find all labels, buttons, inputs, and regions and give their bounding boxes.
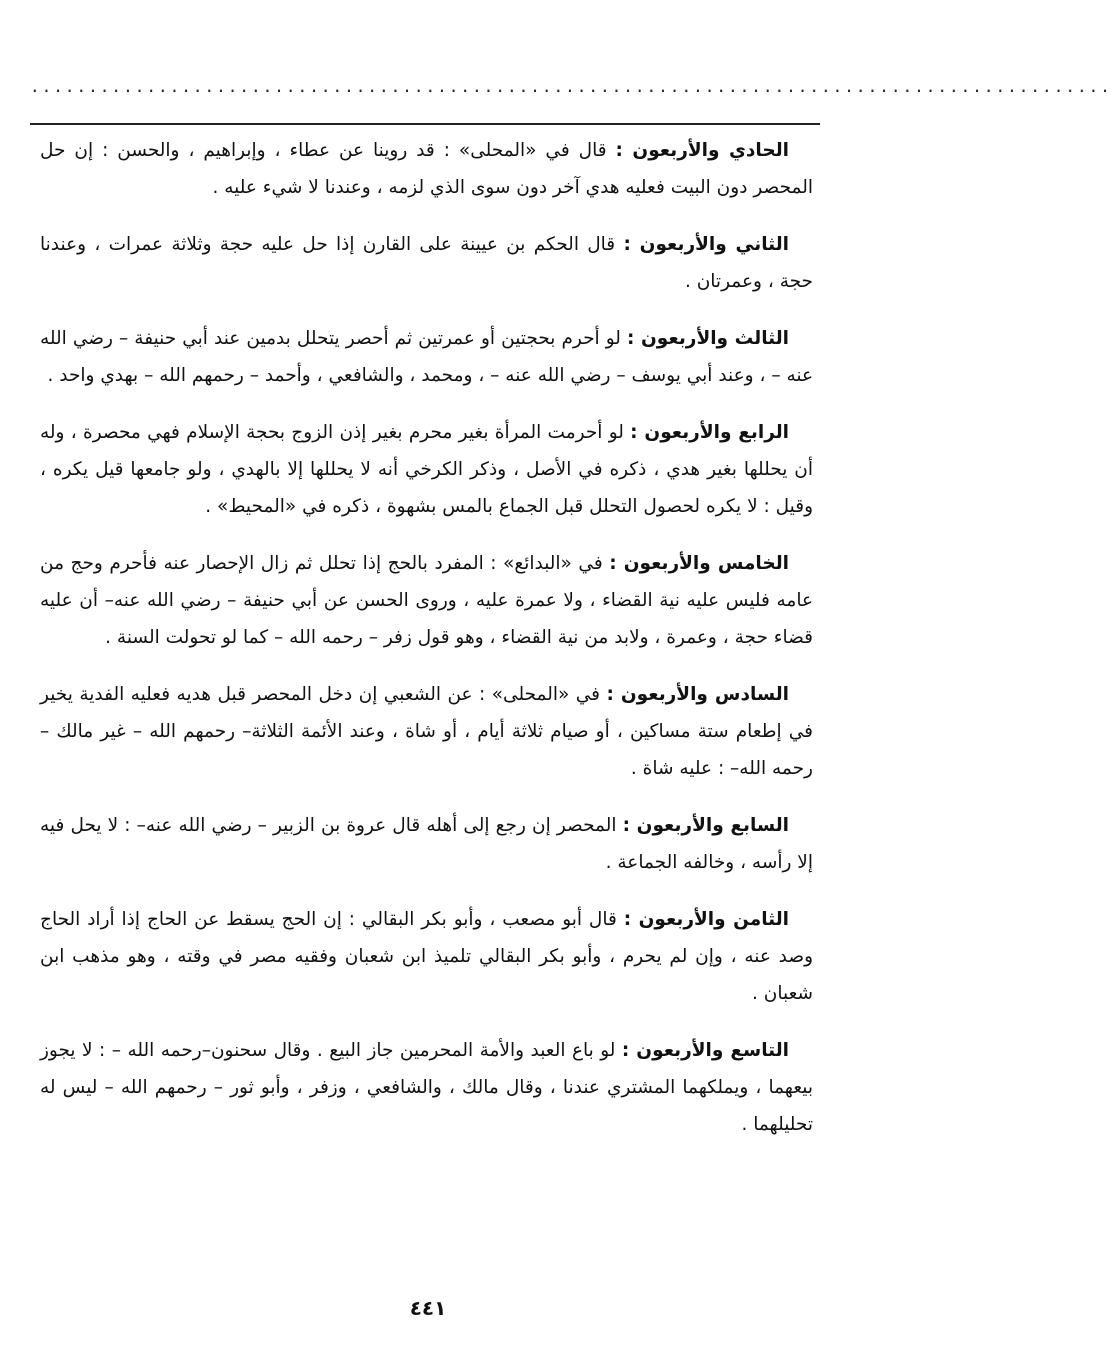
paragraph-heading: الرابع والأربعون : <box>630 422 790 443</box>
paragraph-heading: السادس والأربعون : <box>606 684 790 705</box>
paragraph-text: في «البدائع» : المفرد بالحج إذا تحلل ثم زال الإحصار عنه فأحرم وحج من عامه فليس عليه نية القضاء ، ولا عمرة عليه ، وروى الحسن عن أبي حنيفة – رضي الله عنه– أن عليه قضاء حجة ، وعمرة ، ولابد من نية القضاء ، وهو قول زفر – رحمه الله – كما لو تحولت السنة . <box>40 553 813 648</box>
paragraph-heading: الثاني والأربعون : <box>623 234 789 255</box>
page-number: ٤٤١ <box>409 1296 447 1320</box>
paragraph-42 <box>40 226 813 300</box>
paragraph-text: في «المحلى» : عن الشعبي إن دخل المحصر قبل هديه فعليه الفدية يخير في إطعام ستة مساكين ، أو صيام ثلاثة أيام ، أو شاة ، وعند الأئمة الثلاثة– رحمهم الله – غير مالك – رحمه الله– : عليه شاة . <box>40 684 813 779</box>
paragraph-text: قال الحكم بن عيينة على القارن إذا حل عليه حجة وثلاثة عمرات ، وعندنا حجة ، وعمرتان . <box>40 234 813 292</box>
paragraph-48 <box>40 901 813 1012</box>
paragraph-text: لو أحرم بحجتين أو عمرتين ثم أحصر يتحلل بدمين عند أبي حنيفة – رضي الله عنه – ، وعند أبي يوسف – رضي الله عنه – ، ومحمد ، والشافعي ، وأحمد – رحمهم الله – بهدي واحد . <box>40 328 813 386</box>
paragraph-44 <box>40 414 813 525</box>
paragraph-49 <box>40 1032 813 1143</box>
paragraph-heading: الخامس والأربعون : <box>609 553 789 574</box>
paragraph-47 <box>40 807 813 881</box>
paragraph-45 <box>40 545 813 656</box>
header-dotted-line: ............................................................................................. <box>30 77 1112 96</box>
paragraph-text: المحصر إن رجع إلى أهله قال عروة بن الزبير – رضي الله عنه– : لا يحل فيه إلا رأسه ، وخالفه الجماعة . <box>40 815 813 873</box>
paragraph-46 <box>40 676 813 787</box>
paragraph-41 <box>40 132 813 206</box>
paragraph-text: قال في «المحلى» : قد روينا عن عطاء ، وإبراهيم ، والحسن : إن حل المحصر دون البيت فعليه هدي آخر دون سوى الذي لزمه ، وعندنا لا شيء عليه . <box>40 140 813 198</box>
paragraph-heading: السابع والأربعون : <box>622 815 790 836</box>
paragraph-text: لو باع العبد والأمة المحرمين جاز البيع . وقال سحنون–رحمه الله – : لا يجوز بيعهما ، ويملكهما المشتري عندنا ، وقال مالك ، والشافعي ، وزفر ، وأبو ثور – رحمهم الله – ليس له تحليلهما . <box>40 1040 813 1135</box>
paragraph-text: لو أحرمت المرأة بغير محرم بغير إذن الزوج بحجة الإسلام فهي محصرة ، وله أن يحللها بغير هدي ، ذكره في الأصل ، وذكر الكرخي أنه لا يحللها إلا بالهدي ، ولو جامعها قيل يكره ، وقيل : لا يكره لحصول التحلل قبل الجماع بالمس بشهوة ، ذكره في «المحيط» . <box>40 422 813 517</box>
paragraph-text: قال أبو مصعب ، وأبو بكر البقالي : إن الحج يسقط عن الحاج إذا أراد الحاج وصد عنه ، وإن لم يحرم ، وأبو بكر البقالي تلميذ ابن شعبان وفقيه مصر في وقته ، وهو مذهب ابن شعبان . <box>40 909 813 1004</box>
header-rule <box>30 123 820 125</box>
paragraph-heading: الثامن والأربعون : <box>623 909 789 930</box>
page-body <box>40 132 813 1163</box>
paragraph-heading: الثالث والأربعون : <box>627 328 789 349</box>
paragraph-heading: التاسع والأربعون : <box>621 1040 789 1061</box>
paragraph-heading: الحادي والأربعون : <box>615 140 789 161</box>
paragraph-43 <box>40 320 813 394</box>
